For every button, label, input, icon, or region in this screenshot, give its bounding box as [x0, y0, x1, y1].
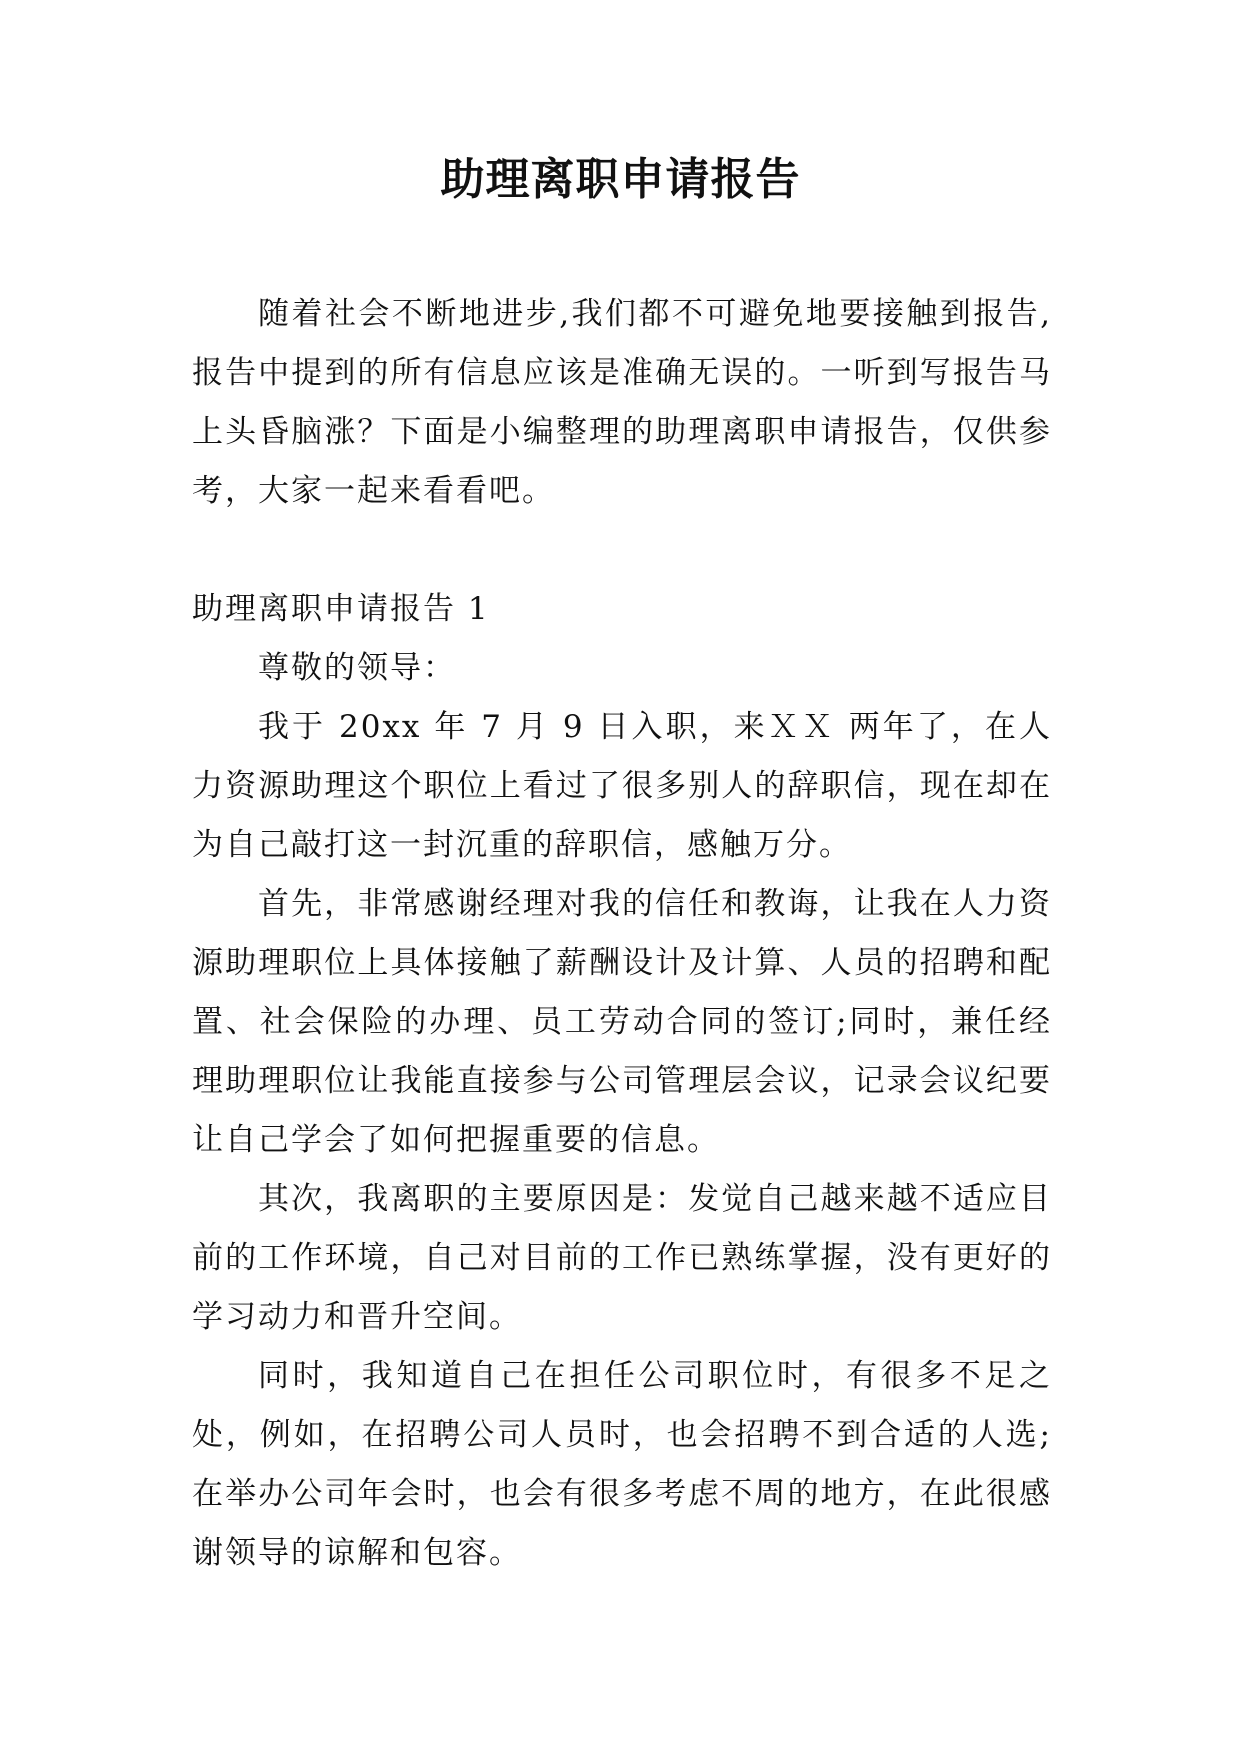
body-paragraph-4: 同时，我知道自己在担任公司职位时，有很多不足之处，例如，在招聘公司人员时，也会招聘不到合适的人选;在举办公司年会时，也会有很多考虑不周的地方，在此很感谢领导的谅解和包容。	[192, 1358, 1052, 1571]
section-heading: 助理离职申请报告 1	[192, 591, 490, 627]
document-body	[192, 285, 1052, 1583]
body-paragraph-3: 其次，我离职的主要原因是：发觉自己越来越不适应目前的工作环境，自己对目前的工作已熟练掌握，没有更好的学习动力和晋升空间。	[192, 1181, 1052, 1335]
intro-paragraph: 随着社会不断地进步,我们都不可避免地要接触到报告,报告中提到的所有信息应该是准确无误的。一听到写报告马上头昏脑涨？下面是小编整理的助理离职申请报告，仅供参考，大家一起来看看吧。	[192, 296, 1052, 509]
body-paragraph-1: 我于 20xx 年 7 月 9 日入职，来ＸＸ 两年了，在人力资源助理这个职位上看过了很多别人的辞职信，现在却在为自己敲打这一封沉重的辞职信，感触万分。	[192, 709, 1052, 863]
document-title: 助理离职申请报告	[440, 154, 801, 205]
salutation: 尊敬的领导：	[258, 650, 456, 686]
body-paragraph-2: 首先，非常感谢经理对我的信任和教诲，让我在人力资源助理职位上具体接触了薪酬设计及计算、人员的招聘和配置、社会保险的办理、员工劳动合同的签订;同时，兼任经理助理职位让我能直接参与公司管理层会议，记录会议纪要让自己学会了如何把握重要的信息。	[192, 886, 1052, 1158]
